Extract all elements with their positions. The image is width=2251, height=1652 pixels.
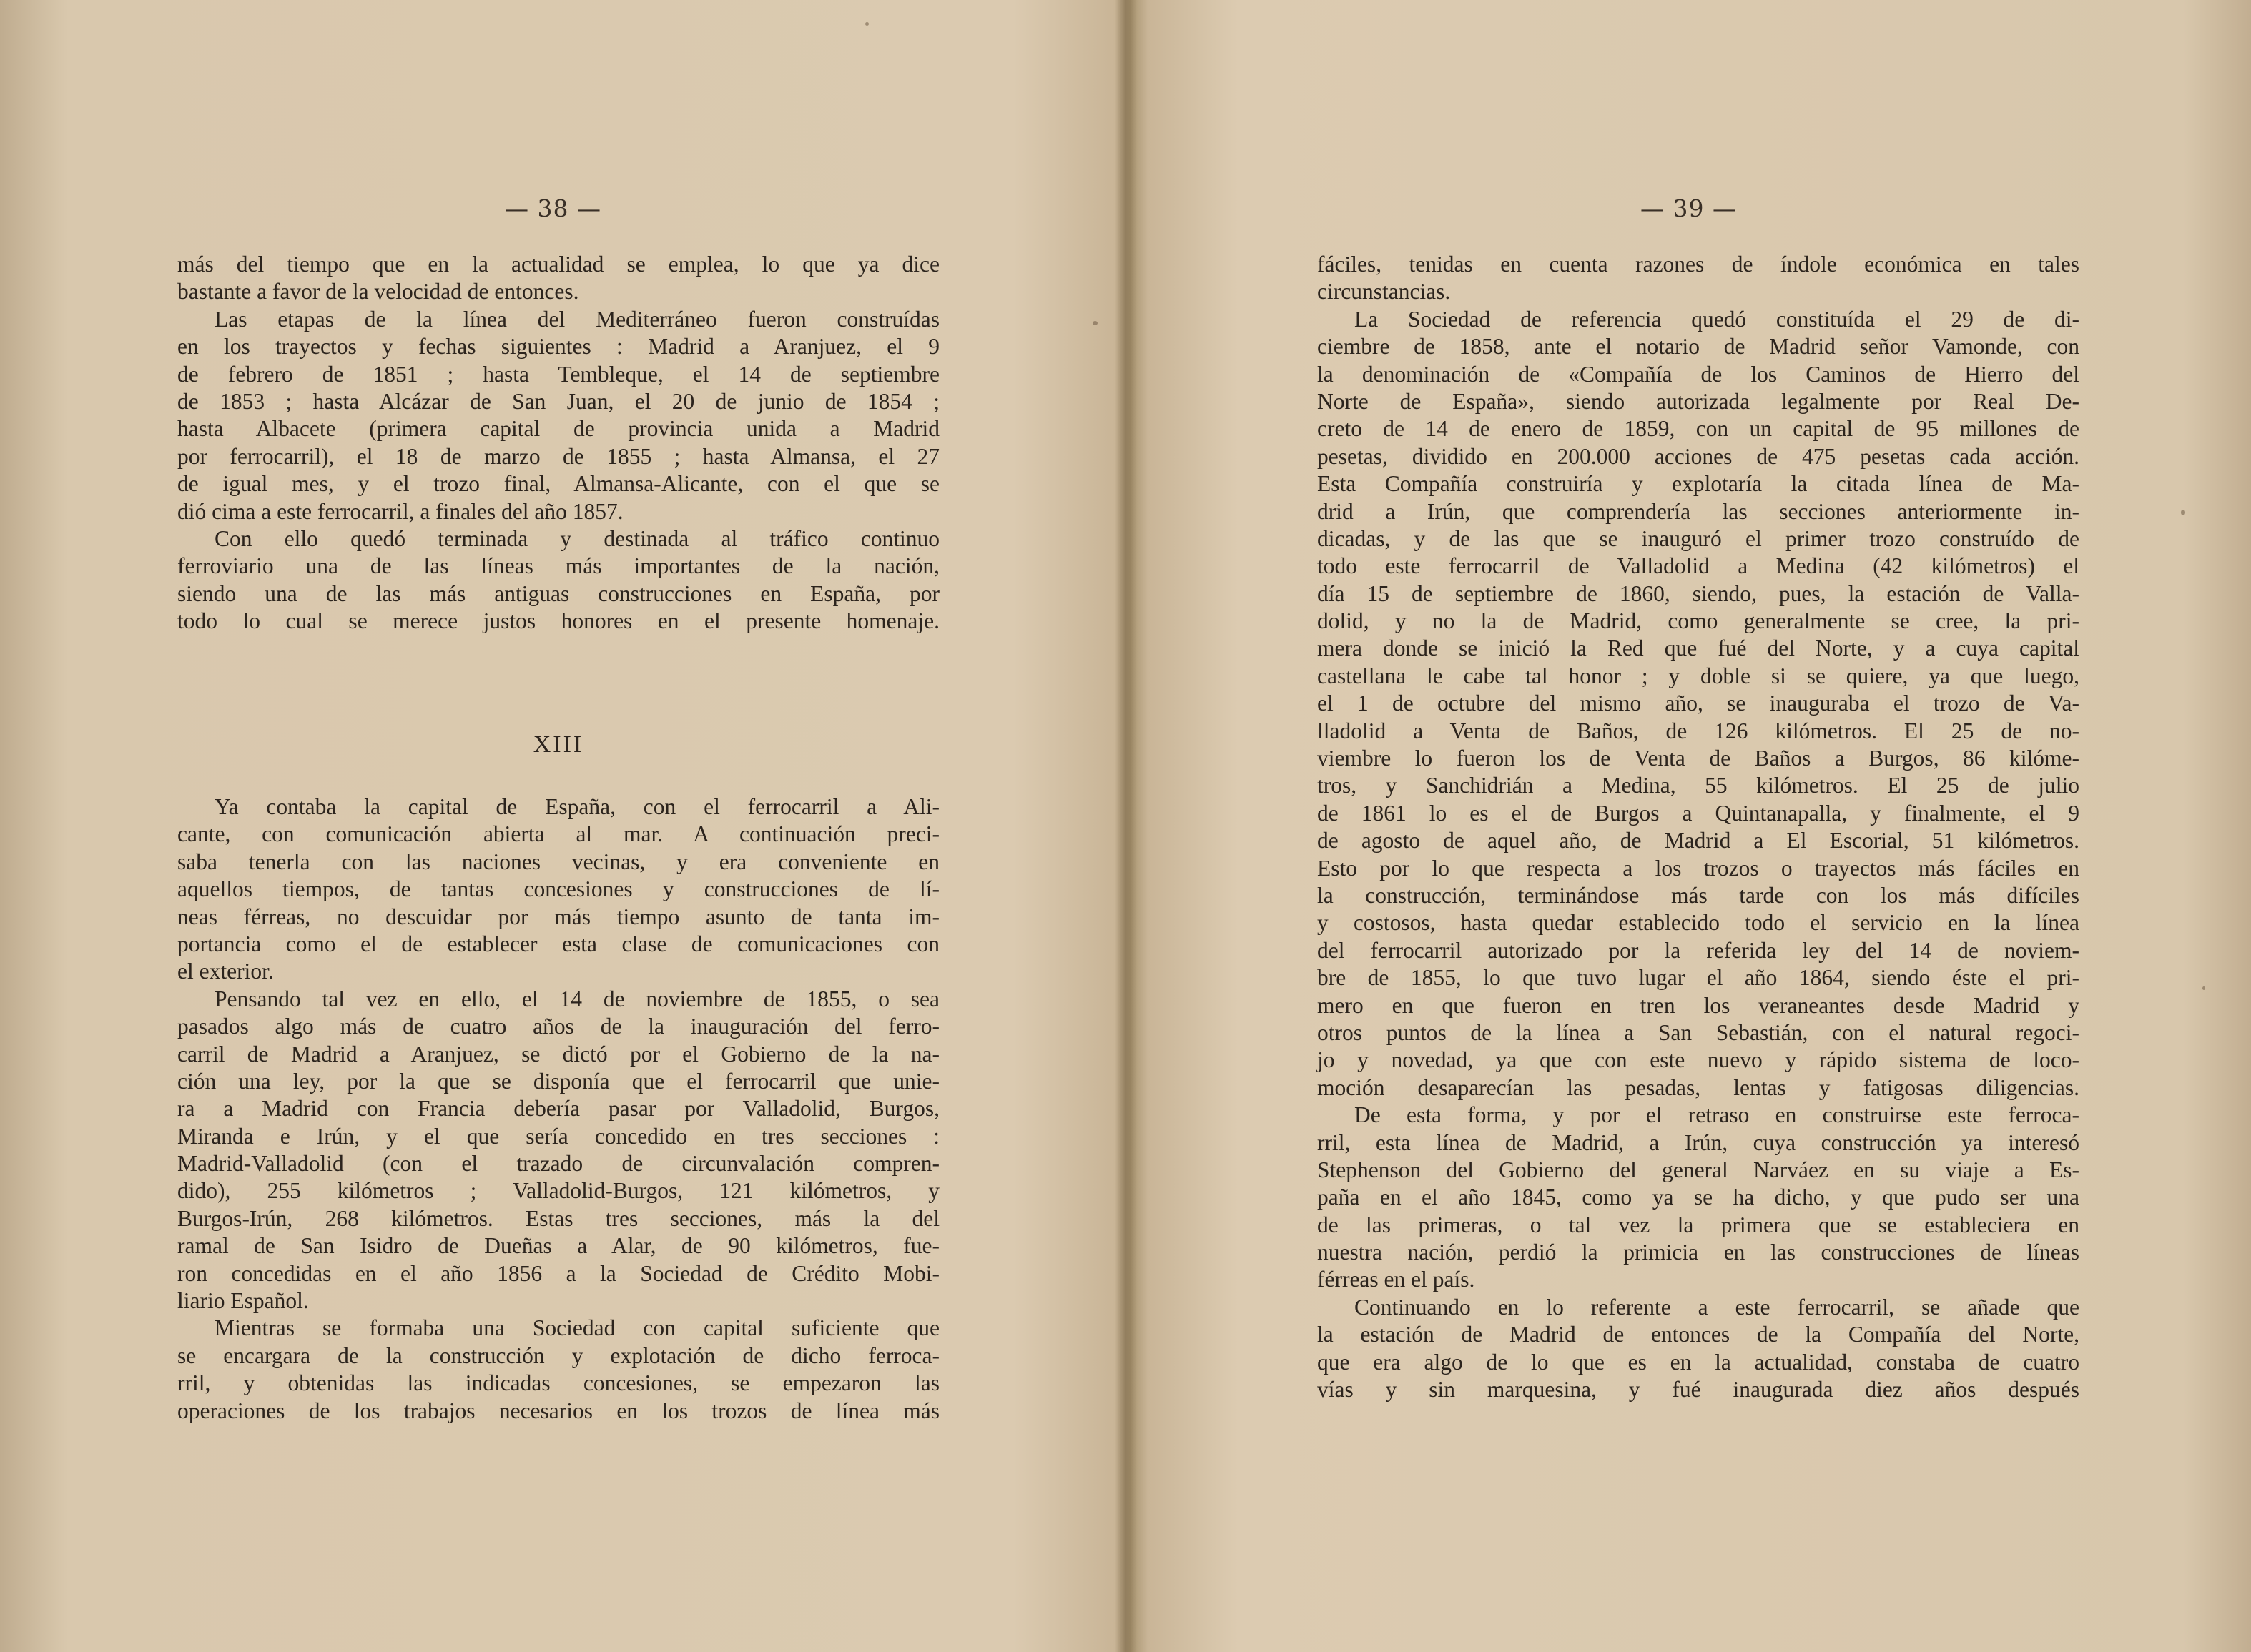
text-line: la denominación de «Compañía de los Caminos de Hierro del xyxy=(1317,361,2079,387)
text-line: dolid, y no la de Madrid, como generalmente se cree, la pri- xyxy=(1317,608,2079,634)
text-line: pesetas, dividido en 200.000 acciones de 475 pesetas cada acción. xyxy=(1317,443,2079,469)
page-number: — 38 — xyxy=(505,194,601,222)
text-line: dicadas, y de las que se inauguró el primer trozo construído de xyxy=(1317,525,2079,551)
text-line: Con ello quedó terminada y destinada al tráfico continuo xyxy=(215,525,940,551)
paper-spot xyxy=(865,22,869,26)
text-line: la construcción, terminándose más tarde con los más difíciles xyxy=(1317,882,2079,908)
text-line: de agosto de aquel año, de Madrid a El Escorial, 51 kilómetros. xyxy=(1317,828,2079,854)
text-line: en los trayectos y fechas siguientes : Madrid a Aranjuez, el 9 xyxy=(177,334,940,360)
text-line: y costosos, hasta quedar establecido todo el servicio en la línea xyxy=(1317,910,2079,936)
text-line: dido), 255 kilómetros ; Valladolid-Burgos, 121 kilómetros, y xyxy=(177,1178,940,1204)
text-line: todo lo cual se merece justos honores en el presente homenaje. xyxy=(177,608,940,634)
text-line: de igual mes, y el trozo final, Almansa-Alicante, con el que se xyxy=(177,471,940,497)
text-line: fáciles, tenidas en cuenta razones de índole económica en tales xyxy=(1317,252,2079,277)
text-line: Ya contaba la capital de España, con el ferrocarril a Ali- xyxy=(215,794,940,819)
text-line: drid a Irún, que comprendería las secciones anteriormente in- xyxy=(1317,498,2079,524)
text-line: que era algo de lo que es en la actualidad, constaba de cuatro xyxy=(1317,1349,2079,1375)
text-line: más del tiempo que en la actualidad se emplea, lo que ya dice xyxy=(177,252,940,277)
text-line: neas férreas, no descuidar por más tiempo asunto de tanta im- xyxy=(177,904,940,929)
text-line: jo y novedad, ya que con este nuevo y rápido sistema de loco- xyxy=(1317,1047,2079,1073)
text-line: el 1 de octubre del mismo año, se inauguraba el trozo de Va- xyxy=(1317,691,2079,716)
text-line: Burgos-Irún, 268 kilómetros. Estas tres secciones, más la del xyxy=(177,1205,940,1231)
text-line: ciembre de 1858, ante el notario de Madrid señor Vamonde, con xyxy=(1317,334,2079,360)
text-line: por ferrocarril), el 18 de marzo de 1855 ; hasta Almansa, el 27 xyxy=(177,443,940,469)
text-line: paña en el año 1845, como ya se ha dicho, y que pudo ser una xyxy=(1317,1184,2079,1210)
text-line: otros puntos de la línea a San Sebastián, con el natural regoci- xyxy=(1317,1019,2079,1045)
text-line: bre de 1855, lo que tuvo lugar el año 1864, siendo éste el pri- xyxy=(1317,965,2079,991)
text-line: lladolid a Venta de Baños, de 126 kilómetros. El 25 de no- xyxy=(1317,718,2079,743)
text-line: Madrid-Valladolid (con el trazado de circunvalación compren- xyxy=(177,1151,940,1177)
text-line: moción desaparecían las pesadas, lentas y fatigosas diligencias. xyxy=(1317,1074,2079,1100)
text-line: de febrero de 1851 ; hasta Tembleque, el 14 de septiembre xyxy=(177,361,940,387)
text-line: saba tenerla con las naciones vecinas, y era conveniente en xyxy=(177,849,940,874)
text-line: bastante a favor de la velocidad de entonces. xyxy=(177,279,579,305)
page-number: — 39 — xyxy=(1640,194,1737,222)
text-line: ferroviario una de las líneas más importantes de la nación, xyxy=(177,553,940,579)
text-line: nuestra nación, perdió la primicia en las construcciones de líneas xyxy=(1317,1240,2079,1265)
text-line: rril, esta línea de Madrid, a Irún, cuya construcción ya interesó xyxy=(1317,1129,2079,1155)
text-line: operaciones de los trabajos necesarios en los trozos de línea más xyxy=(177,1398,940,1423)
text-line: el exterior. xyxy=(177,959,274,984)
text-line: día 15 de septiembre de 1860, siendo, pues, la estación de Valla- xyxy=(1317,580,2079,606)
text-line: circunstancias. xyxy=(1317,279,1451,305)
text-line: de las primeras, o tal vez la primera que se estableciera en xyxy=(1317,1212,2079,1237)
text-line: Esta Compañía construiría y explotaría la citada línea de Ma- xyxy=(1317,471,2079,497)
text-line: tros, y Sanchidrián a Medina, 55 kilómetros. El 25 de julio xyxy=(1317,773,2079,798)
text-line: de 1861 lo es el de Burgos a Quintanapalla, y finalmente, el 9 xyxy=(1317,800,2079,826)
text-line: castellana le cabe tal honor ; y doble si se quiere, ya que luego, xyxy=(1317,663,2079,688)
text-line: Continuando en lo referente a este ferrocarril, se añade que xyxy=(1354,1294,2079,1320)
text-line: Stephenson del Gobierno del general Narváez en su viaje a Es- xyxy=(1317,1157,2079,1182)
text-line: Mientras se formaba una Sociedad con capital suficiente que xyxy=(215,1315,940,1341)
text-line: rril, y obtenidas las indicadas concesiones, se empezaron las xyxy=(177,1370,940,1396)
text-line: ción una ley, por la que se disponía que el ferrocarril que unie- xyxy=(177,1068,940,1094)
text-line: La Sociedad de referencia quedó constituída el 29 de di- xyxy=(1354,306,2079,332)
right-page xyxy=(1126,0,2251,1652)
text-line: del ferrocarril autorizado por la referida ley del 14 de noviem- xyxy=(1317,937,2079,963)
text-line: ra a Madrid con Francia debería pasar por Valladolid, Burgos, xyxy=(177,1096,940,1122)
text-line: cante, con comunicación abierta al mar. A continuación preci- xyxy=(177,821,940,847)
text-line: siendo una de las más antiguas construcciones en España, por xyxy=(177,580,940,606)
text-line: Las etapas de la línea del Mediterráneo fueron construídas xyxy=(215,306,940,332)
text-line: creto de 14 de enero de 1859, con un capital de 95 millones de xyxy=(1317,416,2079,442)
text-line: portancia como el de establecer esta clase de comunicaciones con xyxy=(177,931,940,956)
text-line: Pensando tal vez en ello, el 14 de noviembre de 1855, o sea xyxy=(215,986,940,1012)
text-line: carril de Madrid a Aranjuez, se dictó por el Gobierno de la na- xyxy=(177,1041,940,1067)
text-line: viembre lo fueron los de Venta de Baños a Burgos, 86 kilóme- xyxy=(1317,746,2079,771)
text-line: liario Español. xyxy=(177,1288,309,1314)
text-line: pasados algo más de cuatro años de la inauguración del ferro- xyxy=(177,1014,940,1039)
text-line: todo este ferrocarril de Valladolid a Medina (42 kilómetros) el xyxy=(1317,553,2079,579)
text-line: vías y sin marquesina, y fué inaugurada diez años después xyxy=(1317,1377,2079,1403)
text-line: Miranda e Irún, y el que sería concedido en tres secciones : xyxy=(177,1123,940,1149)
paper-spot xyxy=(2181,510,2185,515)
text-line: férreas en el país. xyxy=(1317,1267,1475,1292)
paper-spot xyxy=(1093,321,1098,325)
text-line: mera donde se inició la Red que fué del Norte, y a cuya capital xyxy=(1317,635,2079,661)
text-line: mero en que fueron en tren los veraneantes desde Madrid y xyxy=(1317,992,2079,1018)
text-line: ron concedidas en el año 1856 a la Sociedad de Crédito Mobi- xyxy=(177,1260,940,1286)
text-line: la estación de Madrid de entonces de la Compañía del Norte, xyxy=(1317,1322,2079,1347)
chapter-heading: XIII xyxy=(533,731,584,758)
paper-spot xyxy=(2202,986,2205,990)
text-line: se encargara de la construcción y explotación de dicho ferroca- xyxy=(177,1342,940,1368)
text-block xyxy=(177,793,940,1425)
text-line: de 1853 ; hasta Alcázar de San Juan, el 20 de junio de 1854 ; xyxy=(177,388,940,414)
text-block xyxy=(1317,251,2079,1403)
text-line: aquellos tiempos, de tantas concesiones y construcciones de lí- xyxy=(177,876,940,902)
text-line: Esto por lo que respecta a los trozos o trayectos más fáciles en xyxy=(1317,855,2079,881)
text-line: ramal de San Isidro de Dueñas a Alar, de 90 kilómetros, fue- xyxy=(177,1233,940,1259)
text-block xyxy=(177,251,940,635)
text-line: dió cima a este ferrocarril, a finales del año 1857. xyxy=(177,498,624,524)
text-line: hasta Albacete (primera capital de provincia unida a Madrid xyxy=(177,416,940,442)
text-line: De esta forma, y por el retraso en construirse este ferroca- xyxy=(1354,1102,2079,1128)
text-line: Norte de España», siendo autorizada legalmente por Real De- xyxy=(1317,388,2079,414)
